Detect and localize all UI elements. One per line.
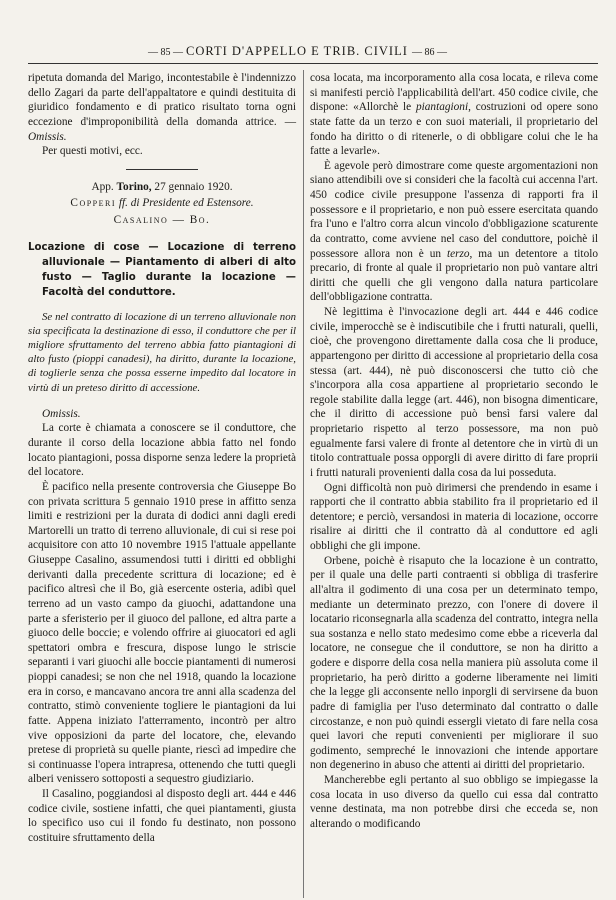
- left-paragraph-carryover: ripetuta domanda del Marigo, incontestabile è l'indennizzo dello Zagari da parte dell'appaltatore e quindi destituita di giuridico fondamento e di pratico risultato torna ogni eccezione d'improponibilità della domanda attrice. — Omissis.: [28, 72, 296, 143]
- judges-line: Copperi ff. di Presidente ed Estensore.: [70, 197, 254, 210]
- left-paragraph-motivi: Per questi motivi, ecc.: [42, 145, 143, 158]
- right-column: [310, 71, 598, 832]
- section-separator: [126, 169, 198, 170]
- column-divider: [303, 70, 304, 898]
- case-summary: Se nel contratto di locazione di un terreno alluvionale non sia specificata la destinazione di esso, il conduttore che per il migliore sfruttamento del terreno abbia fatto piantagioni di alto fusto (pioppi canadesi), ha diritto, durante la locazione, di toglierle senza che possa esserne impedito dal locatore in virtù di un preteso diritto di accessione.: [28, 310, 296, 394]
- left-paragraph-2: La corte è chiamata a conoscere se il conduttore, che durante il corso della locazione abbia fatto nel fondo locato piantagioni, possa disporne senza ledere la proprietà del locatore.: [28, 422, 296, 479]
- left-page-number: — 85 —: [148, 47, 183, 58]
- omissis-heading: Omissis.: [42, 407, 81, 420]
- parties-line: Casalino — Bo.: [113, 214, 211, 226]
- left-paragraph-4: Il Casalino, poggiandosi al disposto degli art. 444 e 446 codice civile, sostiene infatti, che quei piantamenti, giusta lo specifico uso cui il fondo fu destinato, non possono costituire sfruttamento della: [28, 788, 296, 844]
- header-rule: [28, 63, 598, 64]
- right-paragraph-5: Orbene, poichè è risaputo che la locazione è un contratto, per il quale una delle parti contraenti si obbliga di trasferire all'altra il godimento di una cosa per un determinato tempo, mediante un determinato prezzo, con l'onere di dovere il locatario riconsegnarla alla scadenza del contratto, integra nella sua sostanza e nello stato medesimo come ebbe a riceverla dal locatore, ne consegue che il conduttore, se non ha diritto a godere e disporre della cosa nella maniera più assoluta come il proprietario, ha però diritto a goderne liberamente nei limiti che la legge gli acconsente nello inporgli di servirsene da buon padre di famiglia per l'uso determinato dal contratto o dalle circostanze, e non può quindi essergli vietato di fare nella cosa quei lavori che reputi convenienti per migliorare il suo godimento, sempreché le innovazioni che intende apportare non degenerino in abuso che attenti ai diritti del proprietario.: [310, 554, 598, 772]
- right-paragraph-4: Ogni difficoltà non può dirimersi che prendendo in esame i rapporti che il contratto abbia stabilito fra il proprietario ed il detentore; e perciò, versandosi in materia di locazione, occorre risalire ai diritti che il contratto dà al conduttore ed agli obblighi che gli impone.: [310, 481, 598, 552]
- judge-name: Copperi: [70, 197, 117, 210]
- right-paragraph-1: cosa locata, ma incorporamento alla cosa locata, e rileva come si manifesti perciò l'applicabilità dell'art. 450 codice civile, che dispone: «Allorchè le piantagioni, costruzioni od opere sono state fatte da un terzo e con suoi materiali, il proprietario del fondo ha diritto o di ritenerle, o di obbligare colui che le ha fatte a levarle».: [310, 72, 598, 158]
- left-column: [28, 71, 296, 846]
- right-paragraph-6: Mancherebbe egli pertanto al suo obbligo se impiegasse la cosa locata in uso diverso da quello cui essa dal contratto venne destinata, ma non potrebbe dirsi che ecceda se, non alterando o modificando: [310, 774, 598, 830]
- omissis-note: Omissis.: [28, 130, 67, 143]
- court-line: App. Torino, 27 gennaio 1920.: [91, 180, 233, 193]
- left-paragraph-3: È pacifico nella presente controversia che Giuseppe Bo con privata scrittura 5 gennaio 1910 prese in affitto senza limiti e restrizioni per la durata di dodici anni dagli eredi Martorelli un tratto di terreno alluvionale, di cui si rese poi acquisitore con atto 10 novembre 1915 l'attuale appellante Giuseppe Casalino, assumendosi tutti i diritti ed obblighi derivanti dalla precedente scrittura di locazione; ed è pacifico altresì che il Bo, già esercente osteria, adibì quel terreno ad un vasto campo da giuochi, adattandone una parte a sferisterio per il giuoco del pallone, ed altra parte a giuoco delle boccie; e volendo offrire ai giuocatori ed agli spettatori ombra e frescura, dispose lungo le striscie separanti i vari giuochi alle boccie piantamenti di numerosi pioppi canadesi; se non che nel 1918, quando la locazione era in corso, e mancavano ancora tre anni alla scadenza del contratto, stimò conveniente togliere le piantagioni da lui fatte. Appena iniziato l'atterramento, incontrò per altro vive opposizioni da parte del locatore, che, elevando pretese di proprietà su quelle piante, riescì ad impedire che si continuasse l'opera intrapresa, ottenendo che tutti quegli alberi venissero sottoposti a sequestro giudiziario.: [28, 480, 296, 786]
- right-paragraph-2: È agevole però dimostrare come queste argomentazioni non siano attendibili ove si consideri che la facoltà cui accenna l'art. 450 codice civile presuppone l'assenza di rapporti fra il possessore e il proprietario, e non può essere esercitata quando fra l'uno e l'altro corra alcun vincolo d'obbligazione scaturente da contratto, come avviene nel caso del conduttore, poichè il possessore allora non è un terzo, ma un detentore a titolo precario, di fronte al quale il proprietario non può vantare altri diritti che quelli che gli vengono dalla natura particolare dell'obbligazione contratta.: [310, 159, 598, 304]
- running-title: CORTI D'APPELLO E TRIB. CIVILI: [186, 44, 408, 58]
- right-paragraph-3: Nè legittima è l'invocazione degli art. 444 e 446 codice civile, imperocchè se è indiscutibile che i frutti naturali, quelli, cioè, che provengono direttamente dalla cosa che li produce, appartengono per diritto di accessione al proprietario della cosa stessa (art. 444), nè può disconoscersi che tutto ciò che s'incorpora alla cosa appartiene al proprietario secondo le regole stabilite dalla legge (art. 446), non bisogna dimenticare, che il diritto di accessione può bensì farsi valere dal proprietario rispetto al terzo possessore, ma non può egualmente farsi valere di fronte al detentore che in virtù di un titolo contrattuale possa opporgli di avere diritto di fare proprii i frutti naturali provenienti dalla cosa da lui posseduta.: [310, 306, 598, 479]
- court-city: Torino,: [116, 180, 152, 193]
- right-page-number: — 86 —: [412, 47, 447, 58]
- running-header: [0, 0, 616, 66]
- case-headline: Locazione di cose — Locazione di terreno alluvionale — Piantamento di alberi di alto fusto — Taglio durante la locazione — Facoltà del conduttore.: [28, 241, 296, 298]
